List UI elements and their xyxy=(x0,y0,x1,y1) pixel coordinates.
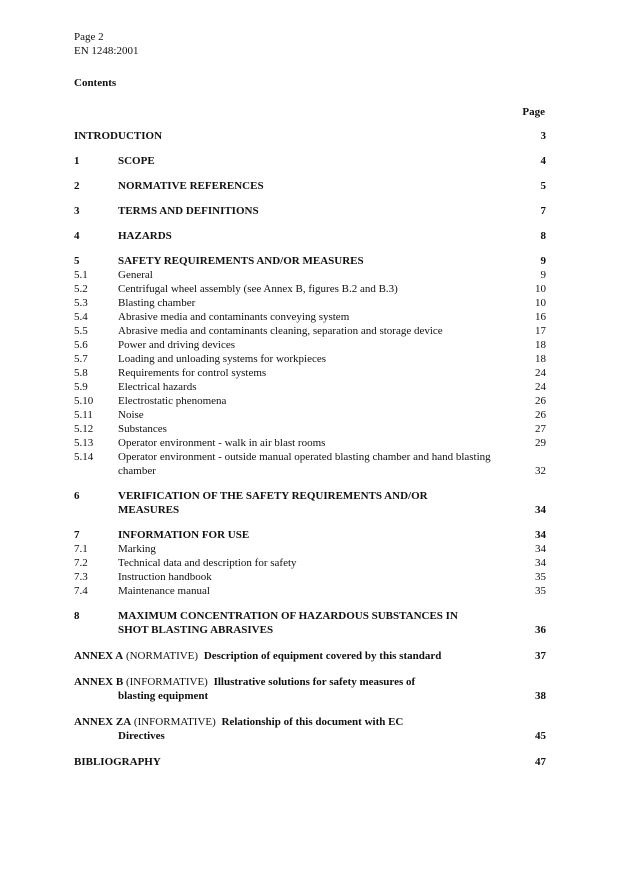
toc-entry-annex-za[interactable]: ANNEX ZA (INFORMATIVE) Relationship of this document with EC Directives 45 xyxy=(74,716,546,742)
toc-entry-5-3[interactable]: 5.3 Blasting chamber 10 xyxy=(74,297,546,309)
toc-entry-7-2[interactable]: 7.2 Technical data and description for safety 34 xyxy=(74,557,546,569)
toc-entry-5-7[interactable]: 5.7 Loading and unloading systems for workpieces 18 xyxy=(74,353,546,365)
toc-entry-2[interactable]: 2 NORMATIVE REFERENCES 5 xyxy=(74,180,546,192)
toc-entry-4[interactable]: 4 HAZARDS 8 xyxy=(74,230,546,242)
toc-entry-7-3[interactable]: 7.3 Instruction handbook 35 xyxy=(74,571,546,583)
contents-heading: Contents xyxy=(74,77,117,89)
toc-entry-7-1[interactable]: 7.1 Marking 34 xyxy=(74,543,546,555)
toc-entry-5-10[interactable]: 5.10 Electrostatic phenomena 26 xyxy=(74,395,546,407)
page-column-label: Page xyxy=(522,106,545,118)
toc-entry-5-11[interactable]: 5.11 Noise 26 xyxy=(74,409,546,421)
page-number-header: Page 2 xyxy=(74,31,104,43)
toc-entry-5-5[interactable]: 5.5 Abrasive media and contaminants cleaning, separation and storage device 17 xyxy=(74,325,546,337)
toc-entry-5-1[interactable]: 5.1 General 9 xyxy=(74,269,546,281)
toc-entry-5-9[interactable]: 5.9 Electrical hazards 24 xyxy=(74,381,546,393)
toc-entry-5-4[interactable]: 5.4 Abrasive media and contaminants conveying system 16 xyxy=(74,311,546,323)
toc-entry-7-4[interactable]: 7.4 Maintenance manual 35 xyxy=(74,585,546,597)
toc-entry-bibliography[interactable]: BIBLIOGRAPHY 47 xyxy=(74,756,546,768)
toc-entry-3[interactable]: 3 TERMS AND DEFINITIONS 7 xyxy=(74,205,546,217)
toc-entry-5-13[interactable]: 5.13 Operator environment - walk in air blast rooms 29 xyxy=(74,437,546,449)
toc-entry-5-14[interactable]: 5.14 Operator environment - outside manual operated blasting chamber and hand blasting chamber 32 xyxy=(74,451,546,477)
table-of-contents xyxy=(74,124,546,769)
document-id-header: EN 1248:2001 xyxy=(74,45,139,57)
toc-entry-annex-a[interactable]: ANNEX A (NORMATIVE) Description of equipment covered by this standard 37 xyxy=(74,650,546,662)
toc-entry-8[interactable]: 8 MAXIMUM CONCENTRATION OF HAZARDOUS SUBSTANCES IN SHOT BLASTING ABRASIVES 36 xyxy=(74,610,546,636)
toc-entry-6[interactable]: 6 VERIFICATION OF THE SAFETY REQUIREMENTS AND/OR MEASURES 34 xyxy=(74,490,546,516)
toc-entry-introduction[interactable]: INTRODUCTION 3 xyxy=(74,130,546,142)
toc-entry-5-12[interactable]: 5.12 Substances 27 xyxy=(74,423,546,435)
toc-entry-1[interactable]: 1 SCOPE 4 xyxy=(74,155,546,167)
toc-entry-annex-b[interactable]: ANNEX B (INFORMATIVE) Illustrative solutions for safety measures of blasting equipment 38 xyxy=(74,676,546,702)
toc-entry-7[interactable]: 7 INFORMATION FOR USE 34 xyxy=(74,529,546,541)
toc-entry-5-2[interactable]: 5.2 Centrifugal wheel assembly (see Annex B, figures B.2 and B.3) 10 xyxy=(74,283,546,295)
toc-entry-5-8[interactable]: 5.8 Requirements for control systems 24 xyxy=(74,367,546,379)
toc-entry-5[interactable]: 5 SAFETY REQUIREMENTS AND/OR MEASURES 9 xyxy=(74,255,546,267)
toc-entry-5-6[interactable]: 5.6 Power and driving devices 18 xyxy=(74,339,546,351)
